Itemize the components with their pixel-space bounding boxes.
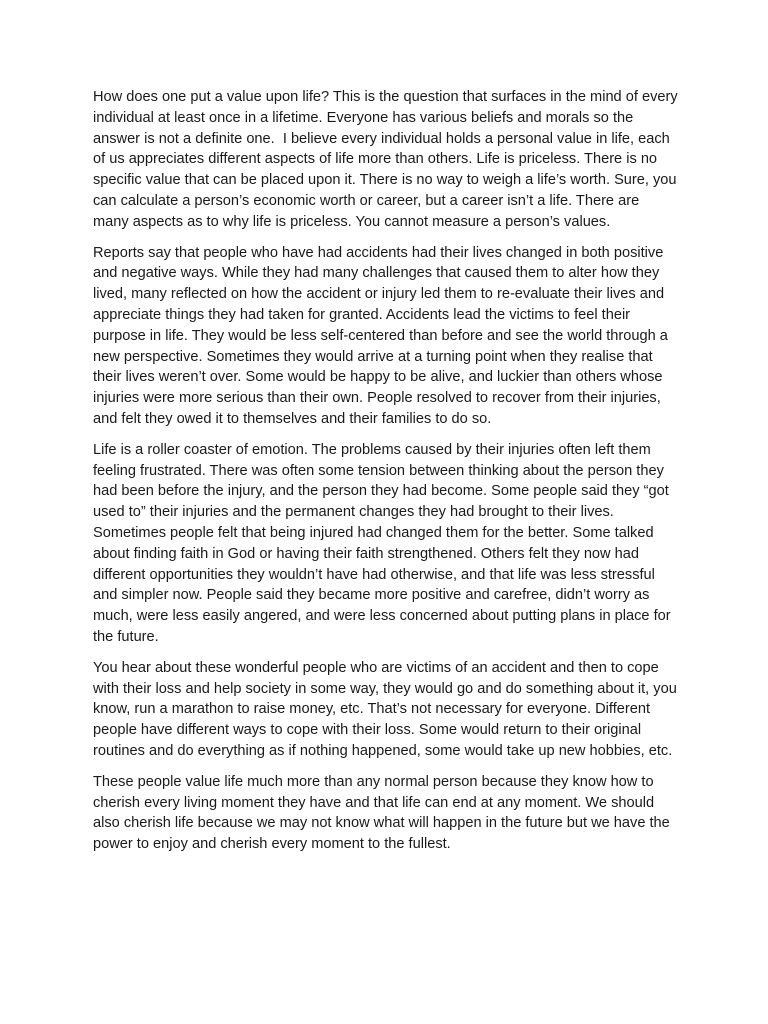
paragraph-2: Reports say that people who have had accidents had their lives changed in both positive and negative ways. While they had many challenges that caused them to alter how they lived, many reflected on how the accident or injury led them to re-evaluate their lives and appreciate things they had taken for granted. Accidents lead the victims to feel their purpose in life. They would be less self-centered than before and see the world through a new perspective. Sometimes they would arrive at a turning point when they realise that their lives weren’t over. Some would be happy to be alive, and luckier than others whose injuries were more serious than their own. People resolved to recover from their injuries, and felt they owed it to themselves and their families to do so. <box>93 244 672 427</box>
paragraph-3: Life is a roller coaster of emotion. The problems caused by their injuries often left them feeling frustrated. There was often some tension between thinking about the person they had been before the injury, and the person they had become. Some people said they “got used to” their injuries and the permanent changes they had brought to their lives. Sometimes people felt that being injured had changed them for the better. Some talked about finding faith in God or having their faith strengthened. Others felt they now had different opportunities they wouldn’t have had otherwise, and that life was less stressful and simpler now. People said they became more positive and carefree, didn’t worry as much, were less easily angered, and were less concerned about putting plans in place for the future. <box>93 441 675 645</box>
paragraph-1: How does one put a value upon life? This is the question that surfaces in the mind of every individual at least once in a lifetime. Everyone has various beliefs and morals so the answer is not a definite one. I believe every individual holds a personal value in life, each of us appreciates different aspects of life more than others. Life is priceless. There is no specific value that can be placed upon it. There is no way to weigh a life’s worth. Sure, you can calculate a person’s economic worth or career, but a career isn’t a life. There are many aspects as to why life is priceless. You cannot measure a person’s values. <box>93 89 682 230</box>
paragraph-5: These people value life much more than any normal person because they know how to cherish every living moment they have and that life can end at any moment. We should also cherish life because we may not know what will happen in the future but we have the power to enjoy and cherish every moment to the fullest. <box>93 773 674 853</box>
paragraph-4: You hear about these wonderful people who are victims of an accident and then to cope with their loss and help society in some way, they would go and do something about it, you know, run a marathon to raise money, etc. That’s not necessary for everyone. Different people have different ways to cope with their loss. Some would return to their original routines and do everything as if nothing happened, some would take up new hobbies, etc. <box>93 659 681 759</box>
